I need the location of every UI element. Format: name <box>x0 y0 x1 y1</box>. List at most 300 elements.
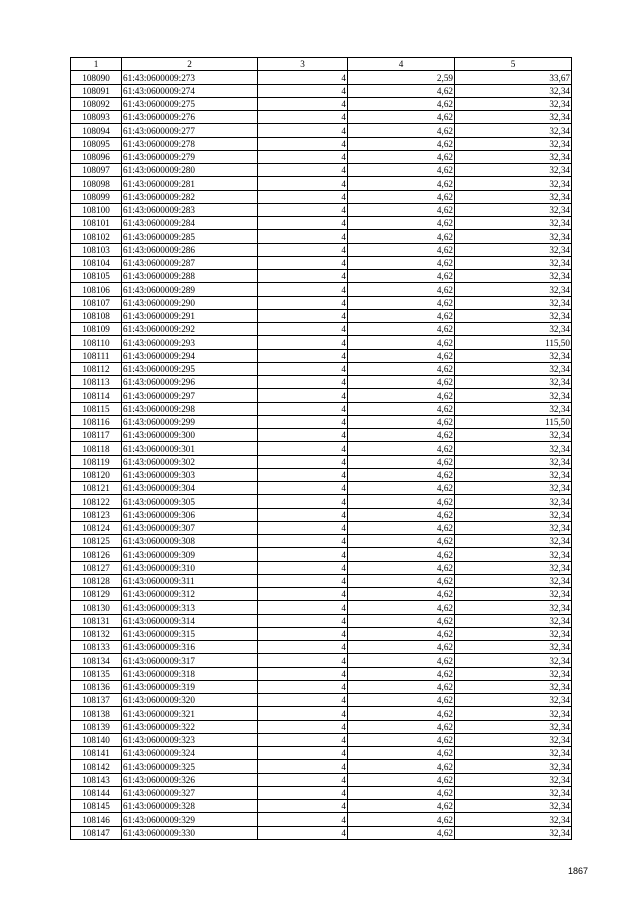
col4-cell: 4,62 <box>348 442 455 455</box>
col4-cell: 4,62 <box>348 177 455 190</box>
cadastral-number-cell: 61:43:0600009:318 <box>122 667 258 680</box>
col5-cell: 32,34 <box>455 97 572 110</box>
row-number-cell: 108095 <box>71 137 122 150</box>
col3-cell: 4 <box>258 482 348 495</box>
col5-cell: 32,34 <box>455 217 572 230</box>
cadastral-number-cell: 61:43:0600009:290 <box>122 296 258 309</box>
col4-cell: 4,62 <box>348 217 455 230</box>
col5-cell: 32,34 <box>455 230 572 243</box>
table-row <box>71 362 572 375</box>
col3-cell: 4 <box>258 402 348 415</box>
cadastral-number-cell: 61:43:0600009:329 <box>122 813 258 826</box>
col4-cell: 4,62 <box>348 747 455 760</box>
cadastral-number-cell: 61:43:0600009:320 <box>122 694 258 707</box>
row-number-cell: 108121 <box>71 482 122 495</box>
col4-cell: 4,62 <box>348 203 455 216</box>
col4-cell: 4,62 <box>348 429 455 442</box>
col4-cell: 4,62 <box>348 376 455 389</box>
table-row <box>71 97 572 110</box>
row-number-cell: 108139 <box>71 720 122 733</box>
cadastral-number-cell: 61:43:0600009:293 <box>122 336 258 349</box>
table-row <box>71 309 572 322</box>
col3-cell: 4 <box>258 164 348 177</box>
cadastral-number-cell: 61:43:0600009:319 <box>122 680 258 693</box>
row-number-cell: 108113 <box>71 376 122 389</box>
col3-cell: 4 <box>258 190 348 203</box>
col3-cell: 4 <box>258 574 348 587</box>
col5-cell: 32,34 <box>455 667 572 680</box>
col3-cell: 4 <box>258 707 348 720</box>
col3-cell: 4 <box>258 760 348 773</box>
col4-cell: 4,62 <box>348 336 455 349</box>
col5-cell: 32,34 <box>455 773 572 786</box>
col3-cell: 4 <box>258 230 348 243</box>
col3-cell: 4 <box>258 376 348 389</box>
col5-cell: 32,34 <box>455 164 572 177</box>
col5-cell: 32,34 <box>455 521 572 534</box>
col4-cell: 4,62 <box>348 150 455 163</box>
table-row <box>71 442 572 455</box>
col3-cell: 4 <box>258 455 348 468</box>
table-row <box>71 760 572 773</box>
col3-cell: 4 <box>258 548 348 561</box>
col5-cell: 32,34 <box>455 84 572 97</box>
table-row <box>71 614 572 627</box>
col4-cell: 4,62 <box>348 826 455 839</box>
col3-cell: 4 <box>258 124 348 137</box>
cadastral-number-cell: 61:43:0600009:328 <box>122 800 258 813</box>
col3-cell: 4 <box>258 137 348 150</box>
row-number-cell: 108108 <box>71 309 122 322</box>
row-number-cell: 108132 <box>71 627 122 640</box>
cadastral-number-cell: 61:43:0600009:314 <box>122 614 258 627</box>
col4-cell: 4,62 <box>348 402 455 415</box>
col4-cell: 4,62 <box>348 455 455 468</box>
col3-cell: 4 <box>258 535 348 548</box>
col3-cell: 4 <box>258 680 348 693</box>
col3-cell: 4 <box>258 747 348 760</box>
col5-cell: 32,34 <box>455 786 572 799</box>
col5-cell: 32,34 <box>455 111 572 124</box>
col3-cell: 4 <box>258 641 348 654</box>
cadastral-number-cell: 61:43:0600009:282 <box>122 190 258 203</box>
cadastral-number-cell: 61:43:0600009:322 <box>122 720 258 733</box>
col5-cell: 32,34 <box>455 588 572 601</box>
row-number-cell: 108115 <box>71 402 122 415</box>
cadastral-number-cell: 61:43:0600009:280 <box>122 164 258 177</box>
data-table <box>70 57 572 840</box>
cadastral-number-cell: 61:43:0600009:278 <box>122 137 258 150</box>
row-number-cell: 108112 <box>71 362 122 375</box>
col4-cell: 4,62 <box>348 190 455 203</box>
col5-cell: 32,34 <box>455 826 572 839</box>
row-number-cell: 108143 <box>71 773 122 786</box>
col5-cell: 115,50 <box>455 415 572 428</box>
col4-cell: 4,62 <box>348 349 455 362</box>
row-number-cell: 108129 <box>71 588 122 601</box>
table-row <box>71 495 572 508</box>
col5-cell: 32,34 <box>455 680 572 693</box>
row-number-cell: 108141 <box>71 747 122 760</box>
col4-cell: 4,62 <box>348 230 455 243</box>
col5-cell: 32,34 <box>455 548 572 561</box>
table-row <box>71 667 572 680</box>
col5-cell: 32,34 <box>455 283 572 296</box>
col4-cell: 4,62 <box>348 389 455 402</box>
row-number-cell: 108117 <box>71 429 122 442</box>
col4-cell: 4,62 <box>348 508 455 521</box>
table-row <box>71 455 572 468</box>
col3-cell: 4 <box>258 442 348 455</box>
table-row <box>71 177 572 190</box>
table-row <box>71 203 572 216</box>
col5-cell: 32,34 <box>455 733 572 746</box>
cadastral-number-cell: 61:43:0600009:277 <box>122 124 258 137</box>
table-row <box>71 561 572 574</box>
col4-cell: 4,62 <box>348 654 455 667</box>
table-row <box>71 800 572 813</box>
row-number-cell: 108110 <box>71 336 122 349</box>
col5-cell: 32,34 <box>455 508 572 521</box>
row-number-cell: 108118 <box>71 442 122 455</box>
row-number-cell: 108101 <box>71 217 122 230</box>
col3-cell: 4 <box>258 323 348 336</box>
col4-cell: 4,62 <box>348 323 455 336</box>
table-row <box>71 654 572 667</box>
col4-cell: 4,62 <box>348 521 455 534</box>
row-number-cell: 108116 <box>71 415 122 428</box>
row-number-cell: 108142 <box>71 760 122 773</box>
col4-cell: 4,62 <box>348 535 455 548</box>
column-header: 2 <box>122 58 258 71</box>
cadastral-number-cell: 61:43:0600009:306 <box>122 508 258 521</box>
col4-cell: 4,62 <box>348 97 455 110</box>
col4-cell: 4,62 <box>348 482 455 495</box>
table-row <box>71 137 572 150</box>
row-number-cell: 108123 <box>71 508 122 521</box>
col5-cell: 32,34 <box>455 694 572 707</box>
col4-cell: 4,62 <box>348 283 455 296</box>
row-number-cell: 108124 <box>71 521 122 534</box>
table-row <box>71 84 572 97</box>
row-number-cell: 108114 <box>71 389 122 402</box>
col3-cell: 4 <box>258 415 348 428</box>
cadastral-number-cell: 61:43:0600009:281 <box>122 177 258 190</box>
col3-cell: 4 <box>258 720 348 733</box>
cadastral-number-cell: 61:43:0600009:287 <box>122 256 258 269</box>
row-number-cell: 108144 <box>71 786 122 799</box>
row-number-cell: 108102 <box>71 230 122 243</box>
col5-cell: 32,34 <box>455 309 572 322</box>
col4-cell: 4,62 <box>348 614 455 627</box>
col5-cell: 32,34 <box>455 442 572 455</box>
row-number-cell: 108103 <box>71 243 122 256</box>
col5-cell: 32,34 <box>455 468 572 481</box>
col3-cell: 4 <box>258 561 348 574</box>
col3-cell: 4 <box>258 468 348 481</box>
col5-cell: 115,50 <box>455 336 572 349</box>
cadastral-number-cell: 61:43:0600009:313 <box>122 601 258 614</box>
col3-cell: 4 <box>258 813 348 826</box>
table-row <box>71 694 572 707</box>
table-row <box>71 415 572 428</box>
cadastral-number-cell: 61:43:0600009:286 <box>122 243 258 256</box>
col4-cell: 4,62 <box>348 495 455 508</box>
col5-cell: 32,34 <box>455 270 572 283</box>
row-number-cell: 108096 <box>71 150 122 163</box>
col4-cell: 4,62 <box>348 256 455 269</box>
col4-cell: 4,62 <box>348 309 455 322</box>
table-row <box>71 190 572 203</box>
cadastral-number-cell: 61:43:0600009:330 <box>122 826 258 839</box>
row-number-cell: 108100 <box>71 203 122 216</box>
table-row <box>71 217 572 230</box>
col4-cell: 4,62 <box>348 694 455 707</box>
cadastral-number-cell: 61:43:0600009:305 <box>122 495 258 508</box>
cadastral-number-cell: 61:43:0600009:324 <box>122 747 258 760</box>
col3-cell: 4 <box>258 389 348 402</box>
col5-cell: 32,34 <box>455 124 572 137</box>
col3-cell: 4 <box>258 733 348 746</box>
cadastral-number-cell: 61:43:0600009:315 <box>122 627 258 640</box>
table-row <box>71 376 572 389</box>
col4-cell: 4,62 <box>348 548 455 561</box>
cadastral-number-cell: 61:43:0600009:304 <box>122 482 258 495</box>
col4-cell: 4,62 <box>348 800 455 813</box>
col3-cell: 4 <box>258 429 348 442</box>
row-number-cell: 108099 <box>71 190 122 203</box>
table-row <box>71 402 572 415</box>
row-number-cell: 108090 <box>71 71 122 84</box>
table-row <box>71 468 572 481</box>
column-header: 1 <box>71 58 122 71</box>
col4-cell: 4,62 <box>348 627 455 640</box>
col5-cell: 32,34 <box>455 574 572 587</box>
col3-cell: 4 <box>258 508 348 521</box>
table-row <box>71 270 572 283</box>
table-row <box>71 826 572 839</box>
cadastral-number-cell: 61:43:0600009:316 <box>122 641 258 654</box>
cadastral-number-cell: 61:43:0600009:274 <box>122 84 258 97</box>
col3-cell: 4 <box>258 203 348 216</box>
table-row <box>71 521 572 534</box>
col3-cell: 4 <box>258 150 348 163</box>
cadastral-number-cell: 61:43:0600009:279 <box>122 150 258 163</box>
cadastral-number-cell: 61:43:0600009:288 <box>122 270 258 283</box>
col5-cell: 32,34 <box>455 137 572 150</box>
row-number-cell: 108092 <box>71 97 122 110</box>
cadastral-number-cell: 61:43:0600009:283 <box>122 203 258 216</box>
col4-cell: 4,62 <box>348 362 455 375</box>
cadastral-number-cell: 61:43:0600009:303 <box>122 468 258 481</box>
cadastral-number-cell: 61:43:0600009:275 <box>122 97 258 110</box>
col5-cell: 32,34 <box>455 296 572 309</box>
table-row <box>71 124 572 137</box>
cadastral-number-cell: 61:43:0600009:273 <box>122 71 258 84</box>
col5-cell: 32,34 <box>455 654 572 667</box>
col4-cell: 4,62 <box>348 468 455 481</box>
cadastral-number-cell: 61:43:0600009:302 <box>122 455 258 468</box>
table-row <box>71 574 572 587</box>
col3-cell: 4 <box>258 694 348 707</box>
col3-cell: 4 <box>258 800 348 813</box>
col5-cell: 32,34 <box>455 707 572 720</box>
col5-cell: 32,34 <box>455 561 572 574</box>
row-number-cell: 108105 <box>71 270 122 283</box>
table-row <box>71 535 572 548</box>
col5-cell: 32,34 <box>455 190 572 203</box>
row-number-cell: 108120 <box>71 468 122 481</box>
col5-cell: 32,34 <box>455 429 572 442</box>
col4-cell: 4,62 <box>348 164 455 177</box>
col3-cell: 4 <box>258 84 348 97</box>
col5-cell: 32,34 <box>455 800 572 813</box>
row-number-cell: 108147 <box>71 826 122 839</box>
col3-cell: 4 <box>258 362 348 375</box>
cadastral-number-cell: 61:43:0600009:321 <box>122 707 258 720</box>
row-number-cell: 108094 <box>71 124 122 137</box>
table-row <box>71 230 572 243</box>
row-number-cell: 108137 <box>71 694 122 707</box>
table-row <box>71 283 572 296</box>
row-number-cell: 108133 <box>71 641 122 654</box>
page-number: 1867 <box>567 866 588 876</box>
cadastral-number-cell: 61:43:0600009:276 <box>122 111 258 124</box>
table-body <box>71 71 572 840</box>
table-row <box>71 349 572 362</box>
col3-cell: 4 <box>258 654 348 667</box>
cadastral-number-cell: 61:43:0600009:284 <box>122 217 258 230</box>
cadastral-number-cell: 61:43:0600009:295 <box>122 362 258 375</box>
col4-cell: 4,62 <box>348 574 455 587</box>
table-row <box>71 773 572 786</box>
col3-cell: 4 <box>258 270 348 283</box>
col5-cell: 32,34 <box>455 243 572 256</box>
col5-cell: 33,67 <box>455 71 572 84</box>
col5-cell: 32,34 <box>455 150 572 163</box>
row-number-cell: 108106 <box>71 283 122 296</box>
col5-cell: 32,34 <box>455 362 572 375</box>
cadastral-number-cell: 61:43:0600009:294 <box>122 349 258 362</box>
col4-cell: 4,62 <box>348 137 455 150</box>
col3-cell: 4 <box>258 336 348 349</box>
table-row <box>71 733 572 746</box>
col3-cell: 4 <box>258 111 348 124</box>
row-number-cell: 108119 <box>71 455 122 468</box>
col5-cell: 32,34 <box>455 627 572 640</box>
col3-cell: 4 <box>258 521 348 534</box>
table-row <box>71 243 572 256</box>
table-row <box>71 111 572 124</box>
cadastral-number-cell: 61:43:0600009:298 <box>122 402 258 415</box>
col3-cell: 4 <box>258 256 348 269</box>
cadastral-number-cell: 61:43:0600009:312 <box>122 588 258 601</box>
col5-cell: 32,34 <box>455 813 572 826</box>
table-row <box>71 720 572 733</box>
table-row <box>71 707 572 720</box>
col5-cell: 32,34 <box>455 482 572 495</box>
row-number-cell: 108145 <box>71 800 122 813</box>
cadastral-number-cell: 61:43:0600009:296 <box>122 376 258 389</box>
row-number-cell: 108126 <box>71 548 122 561</box>
row-number-cell: 108091 <box>71 84 122 97</box>
row-number-cell: 108122 <box>71 495 122 508</box>
col4-cell: 4,62 <box>348 588 455 601</box>
row-number-cell: 108104 <box>71 256 122 269</box>
col4-cell: 4,62 <box>348 270 455 283</box>
col4-cell: 4,62 <box>348 601 455 614</box>
col5-cell: 32,34 <box>455 203 572 216</box>
col4-cell: 4,62 <box>348 733 455 746</box>
col3-cell: 4 <box>258 601 348 614</box>
cadastral-number-cell: 61:43:0600009:317 <box>122 654 258 667</box>
col4-cell: 4,62 <box>348 680 455 693</box>
row-number-cell: 108134 <box>71 654 122 667</box>
table-row <box>71 548 572 561</box>
col4-cell: 4,62 <box>348 124 455 137</box>
cadastral-number-cell: 61:43:0600009:299 <box>122 415 258 428</box>
row-number-cell: 108135 <box>71 667 122 680</box>
table-row <box>71 601 572 614</box>
row-number-cell: 108127 <box>71 561 122 574</box>
table-row <box>71 747 572 760</box>
col3-cell: 4 <box>258 627 348 640</box>
table-row <box>71 813 572 826</box>
cadastral-number-cell: 61:43:0600009:325 <box>122 760 258 773</box>
col3-cell: 4 <box>258 296 348 309</box>
col5-cell: 32,34 <box>455 455 572 468</box>
col4-cell: 4,62 <box>348 84 455 97</box>
cadastral-number-cell: 61:43:0600009:301 <box>122 442 258 455</box>
col5-cell: 32,34 <box>455 720 572 733</box>
table-row <box>71 150 572 163</box>
col3-cell: 4 <box>258 349 348 362</box>
col5-cell: 32,34 <box>455 256 572 269</box>
col4-cell: 4,62 <box>348 415 455 428</box>
col5-cell: 32,34 <box>455 376 572 389</box>
cadastral-number-cell: 61:43:0600009:326 <box>122 773 258 786</box>
table-row <box>71 627 572 640</box>
col4-cell: 4,62 <box>348 813 455 826</box>
table-row <box>71 429 572 442</box>
col5-cell: 32,34 <box>455 495 572 508</box>
row-number-cell: 108125 <box>71 535 122 548</box>
col4-cell: 4,62 <box>348 667 455 680</box>
table-row <box>71 336 572 349</box>
cadastral-number-cell: 61:43:0600009:297 <box>122 389 258 402</box>
cadastral-number-cell: 61:43:0600009:308 <box>122 535 258 548</box>
col3-cell: 4 <box>258 826 348 839</box>
col3-cell: 4 <box>258 495 348 508</box>
cadastral-number-cell: 61:43:0600009:309 <box>122 548 258 561</box>
col5-cell: 32,34 <box>455 601 572 614</box>
table-row <box>71 588 572 601</box>
col4-cell: 2,59 <box>348 71 455 84</box>
col5-cell: 32,34 <box>455 349 572 362</box>
table-header-row <box>71 58 572 71</box>
col4-cell: 4,62 <box>348 296 455 309</box>
table-row <box>71 482 572 495</box>
cadastral-number-cell: 61:43:0600009:285 <box>122 230 258 243</box>
col3-cell: 4 <box>258 614 348 627</box>
col5-cell: 32,34 <box>455 389 572 402</box>
col3-cell: 4 <box>258 773 348 786</box>
cadastral-number-cell: 61:43:0600009:327 <box>122 786 258 799</box>
col3-cell: 4 <box>258 97 348 110</box>
row-number-cell: 108140 <box>71 733 122 746</box>
col3-cell: 4 <box>258 309 348 322</box>
cadastral-number-cell: 61:43:0600009:300 <box>122 429 258 442</box>
